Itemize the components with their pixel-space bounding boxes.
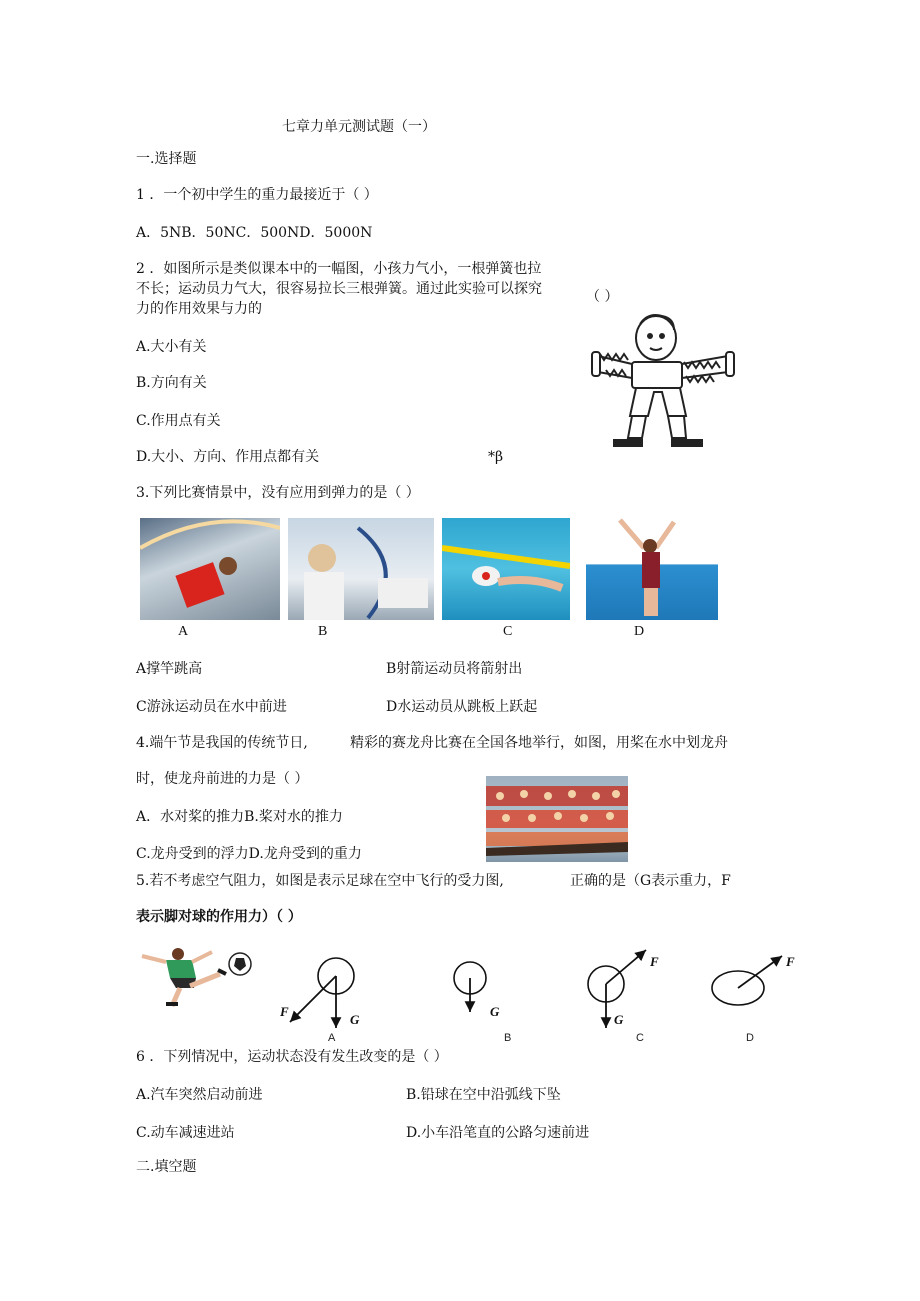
page-title: 七章力单元测试题（一） [282,119,436,135]
photo-label-a: A [178,624,189,639]
photo-diving [586,518,718,620]
question-5-line1a: 5.若不考虑空气阻力，如图是表示足球在空中飞行的受力图, [136,873,504,889]
section-heading-fill-blank: 二.填空题 [136,1159,197,1175]
question-4-options-ab: A．水对桨的推力B.桨对水的推力 [136,809,343,825]
question-2-bracket: （ ） [586,289,619,305]
photo-pole-vault [140,518,280,620]
question-2-option-a: A.大小有关 [136,339,207,355]
question-3-option-b: B射箭运动员将箭射出 [386,661,523,677]
question-6-option-c: C.动车减速进站 [136,1125,235,1141]
question-3-option-d: D水运动员从跳板上跃起 [386,699,538,715]
force-label-g-b: G [490,1004,500,1019]
photo-dragon-boat [486,776,628,862]
question-2-option-b: B.方向有关 [136,375,207,391]
question-3-stem: 3.下列比赛情景中，没有应用到弹力的是（ ） [136,485,420,501]
diagram-label-a: A [328,1032,336,1044]
force-diagram-b [440,956,510,1026]
diagram-label-b: B [504,1032,512,1044]
diagram-label-c: C [636,1032,644,1044]
photo-archery [288,518,434,620]
question-6-option-d: D.小车沿笔直的公路匀速前进 [406,1125,590,1141]
question-6-option-b: B.铅球在空中沿弧线下坠 [406,1087,561,1103]
question-1-options: A．5NB．50NC．500ND．5000N [136,225,373,241]
force-diagram-d [706,948,796,1008]
force-label-f-c: F [650,954,659,969]
question-6-option-a: A.汽车突然启动前进 [136,1087,263,1103]
question-3-option-a: A撑竿跳高 [136,661,203,677]
question-2-line1: 2 ．如图所示是类似课本中的一幅图，小孩力气小，一根弹簧也拉 [136,261,542,277]
photo-label-c: C [503,624,513,639]
stray-mark: *β [488,449,504,465]
question-3-option-c: C游泳运动员在水中前进 [136,699,287,715]
soccer-player-illustration [136,944,256,1010]
question-1-stem: 1 ．一个初中学生的重力最接近于（ ） [136,187,378,203]
force-label-g-c: G [614,1012,624,1027]
question-2-line3: 力的作用效果与力的 [136,301,262,317]
question-4-line1b: 精彩的赛龙舟比赛在全国各地举行，如图，用桨在水中划龙舟 [350,735,728,751]
photo-swimming [442,518,570,620]
question-5-line1b: 正确的是（G表示重力，F [570,873,731,889]
force-diagram-a [270,952,380,1042]
photo-label-b: B [318,624,328,639]
section-heading-choice: 一.选择题 [136,151,197,167]
question-4-line2: 时，使龙舟前进的力是（ ） [136,771,309,787]
force-label-f-d: F [786,954,795,969]
child-spring-illustration [588,312,738,450]
question-5-line2: 表示脚对球的作用力）（ ） [136,909,302,925]
force-label-g-a: G [350,1012,360,1027]
question-4-options-cd: C.龙舟受到的浮力D.龙舟受到的重力 [136,846,362,862]
question-6-stem: 6 ．下列情况中，运动状态没有发生改变的是（ ） [136,1049,448,1065]
question-2-option-c: C.作用点有关 [136,413,221,429]
photo-label-d: D [634,624,645,639]
question-2-option-d: D.大小、方向、作用点都有关 [136,449,320,465]
question-2-line2: 不长；运动员力气大，很容易拉长三根弹簧。通过此实验可以探究 [136,281,542,297]
diagram-label-d: D [746,1032,754,1044]
force-label-f-a: F [280,1004,289,1019]
question-4-line1a: 4.端午节是我国的传统节日, [136,735,308,751]
